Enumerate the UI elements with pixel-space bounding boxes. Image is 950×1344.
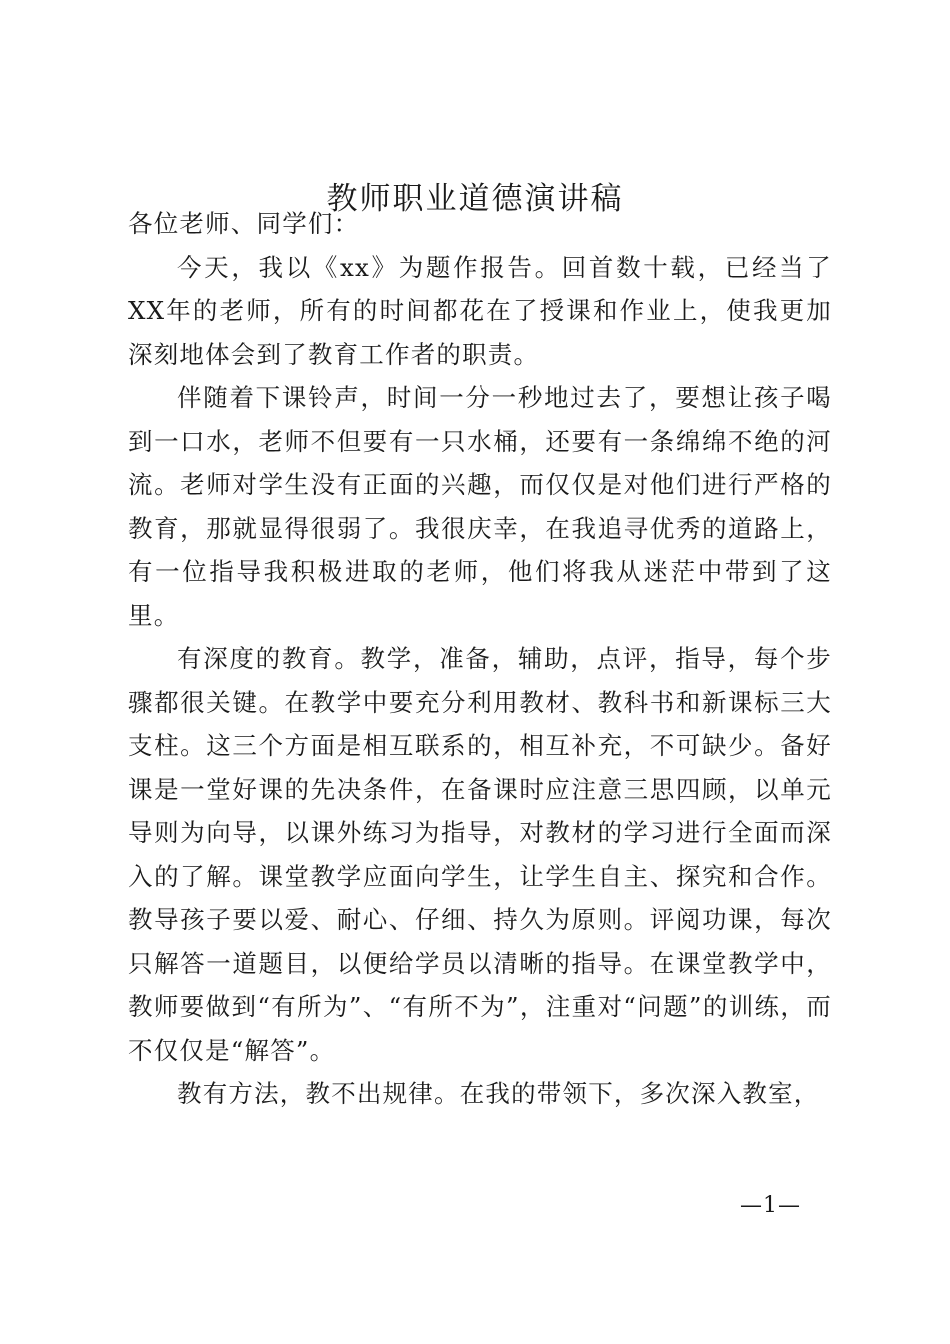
paragraph-2: 伴随着下课铃声，时间一分一秒地过去了，要想让孩子喝到一口水，老师不但要有一只水桶，还要有一条绵绵不绝的河流。老师对学生没有正面的兴趣，而仅仅是对他们进行严格的教育，那就显得很弱了。我很庆幸，在我追寻优秀的道路上，有一位指导我积极进取的老师，他们将我从迷茫中带到了这里。 bbox=[128, 383, 832, 630]
page-number: —1— bbox=[740, 1193, 801, 1218]
salutation: 各位老师、同学们： bbox=[128, 209, 360, 238]
paragraph-1: 今天，我以《xx》为题作报告。回首数十载，已经当了XX年的老师，所有的时间都花在了授课和作业上，使我更加深刻地体会到了教育工作者的职责。 bbox=[128, 252, 832, 369]
document-title: 教师职业道德演讲稿 bbox=[326, 181, 624, 217]
paragraph-4: 教有方法，教不出规律。在我的带领下，多次深入教室， bbox=[177, 1079, 820, 1108]
paragraph-3: 有深度的教育。教学，准备，辅助，点评，指导，每个步骤都很关键。在教学中要充分利用教材、教科书和新课标三大支柱。这三个方面是相互联系的，相互补充，不可缺少。备好课是一堂好课的先决条件，在备课时应注意三思四顾，以单元导则为向导，以课外练习为指导，对教材的学习进行全面而深入的了解。课堂教学应面向学生，让学生自主、探究和合作。教导孩子要以爱、耐心、仔细、持久为原则。评阅功课，每次只解答一道题目，以便给学员以清晰的指导。在课堂教学中，教师要做到“有所为”、“有所不为”，注重对“问题”的训练，而不仅仅是“解答”。 bbox=[128, 644, 832, 1065]
document-body bbox=[128, 202, 832, 1116]
